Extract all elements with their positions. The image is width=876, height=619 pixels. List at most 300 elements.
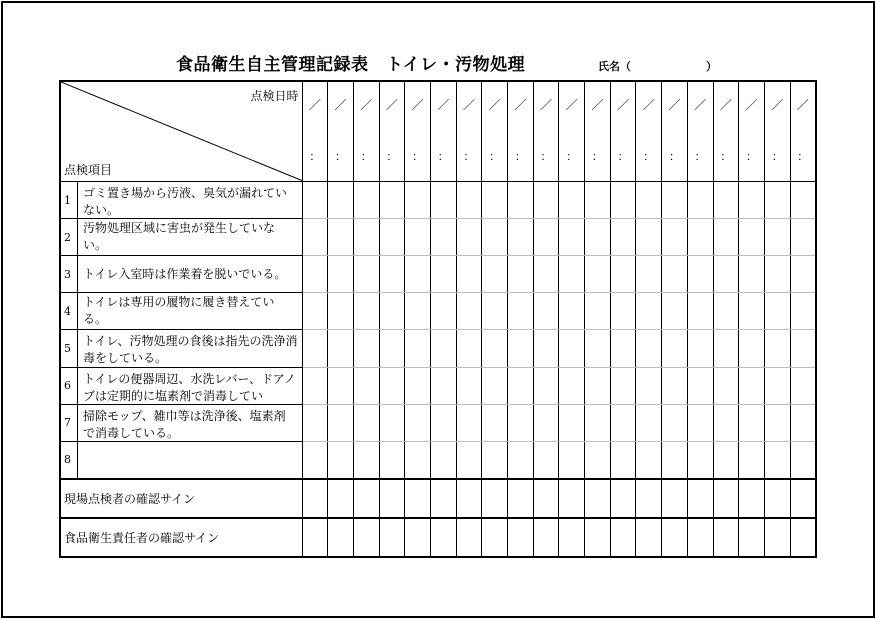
item-cell bbox=[60, 404, 302, 441]
sign-cell[interactable] bbox=[739, 479, 765, 518]
date-column-header[interactable] bbox=[353, 81, 379, 182]
check-cell[interactable] bbox=[533, 367, 559, 404]
item-number-divider bbox=[77, 368, 78, 404]
time-colon: ： bbox=[412, 150, 424, 163]
date-column-header[interactable] bbox=[739, 81, 765, 182]
sign-cell[interactable] bbox=[328, 518, 354, 557]
date-slash: ／ bbox=[745, 98, 758, 112]
date-column-header[interactable] bbox=[636, 81, 662, 182]
check-cell[interactable] bbox=[533, 256, 559, 293]
item-cell bbox=[60, 256, 302, 293]
date-column-header[interactable] bbox=[585, 81, 611, 182]
date-column-header[interactable] bbox=[687, 81, 713, 182]
check-cell[interactable] bbox=[662, 404, 688, 441]
check-cell[interactable] bbox=[328, 330, 354, 367]
check-cell[interactable] bbox=[636, 441, 662, 479]
check-cell[interactable] bbox=[482, 219, 508, 256]
check-cell[interactable] bbox=[508, 367, 534, 404]
time-colon: ： bbox=[386, 150, 398, 163]
item-number: 6 bbox=[64, 379, 71, 393]
check-cell[interactable] bbox=[328, 293, 354, 330]
date-column-header[interactable] bbox=[713, 81, 739, 182]
date-slash: ／ bbox=[771, 98, 784, 112]
sign-cell[interactable] bbox=[687, 479, 713, 518]
item-text bbox=[83, 442, 298, 478]
time-colon: ： bbox=[540, 150, 552, 163]
time-colon: ： bbox=[746, 150, 758, 163]
check-cell[interactable] bbox=[482, 256, 508, 293]
check-cell[interactable] bbox=[662, 330, 688, 367]
date-column-header[interactable] bbox=[379, 81, 405, 182]
check-cell[interactable] bbox=[585, 367, 611, 404]
time-colon: ： bbox=[463, 150, 475, 163]
date-column-header[interactable] bbox=[559, 81, 585, 182]
sign-cell[interactable] bbox=[739, 518, 765, 557]
item-text: 掃除モップ、雑巾等は洗浄後、塩素剤で消毒している。 bbox=[83, 408, 286, 440]
check-cell[interactable] bbox=[482, 330, 508, 367]
sign-cell[interactable] bbox=[456, 479, 482, 518]
item-number: 5 bbox=[64, 341, 71, 355]
check-cell[interactable] bbox=[790, 367, 816, 404]
check-cell[interactable] bbox=[636, 293, 662, 330]
sign-cell[interactable] bbox=[456, 518, 482, 557]
check-cell[interactable] bbox=[533, 330, 559, 367]
check-cell[interactable] bbox=[482, 367, 508, 404]
check-cell[interactable] bbox=[405, 219, 431, 256]
check-cell[interactable] bbox=[353, 330, 379, 367]
date-slash: ／ bbox=[694, 98, 707, 112]
check-cell[interactable] bbox=[636, 367, 662, 404]
check-cell[interactable] bbox=[739, 293, 765, 330]
check-cell[interactable] bbox=[533, 441, 559, 479]
sign-cell[interactable] bbox=[610, 518, 636, 557]
sign-cell[interactable] bbox=[533, 518, 559, 557]
check-cell[interactable] bbox=[610, 219, 636, 256]
check-cell[interactable] bbox=[328, 367, 354, 404]
date-slash: ／ bbox=[796, 98, 809, 112]
check-cell[interactable] bbox=[482, 404, 508, 441]
check-cell[interactable] bbox=[790, 219, 816, 256]
item-cell bbox=[60, 219, 302, 256]
check-cell[interactable] bbox=[585, 182, 611, 219]
check-cell[interactable] bbox=[456, 330, 482, 367]
check-cell[interactable] bbox=[610, 404, 636, 441]
check-cell[interactable] bbox=[508, 293, 534, 330]
check-cell[interactable] bbox=[790, 293, 816, 330]
record-table bbox=[59, 80, 817, 558]
check-cell[interactable] bbox=[430, 330, 456, 367]
check-cell[interactable] bbox=[687, 404, 713, 441]
check-cell[interactable] bbox=[610, 293, 636, 330]
check-cell[interactable] bbox=[585, 404, 611, 441]
time-colon: ： bbox=[668, 150, 680, 163]
sign-cell[interactable] bbox=[430, 479, 456, 518]
date-column-header[interactable] bbox=[610, 81, 636, 182]
sign-cell[interactable] bbox=[662, 479, 688, 518]
sign-cell[interactable] bbox=[636, 479, 662, 518]
check-cell[interactable] bbox=[636, 182, 662, 219]
check-cell[interactable] bbox=[764, 330, 790, 367]
time-colon: ： bbox=[489, 150, 501, 163]
check-cell[interactable] bbox=[302, 182, 328, 219]
date-column-header[interactable] bbox=[405, 81, 431, 182]
sign-cell[interactable] bbox=[508, 479, 534, 518]
check-cell[interactable] bbox=[353, 182, 379, 219]
check-cell[interactable] bbox=[636, 219, 662, 256]
check-cell[interactable] bbox=[662, 182, 688, 219]
check-cell[interactable] bbox=[405, 330, 431, 367]
check-cell[interactable] bbox=[379, 441, 405, 479]
check-cell[interactable] bbox=[662, 367, 688, 404]
check-cell[interactable] bbox=[533, 182, 559, 219]
check-cell[interactable] bbox=[379, 330, 405, 367]
sign-cell[interactable] bbox=[302, 479, 328, 518]
check-cell[interactable] bbox=[353, 256, 379, 293]
date-slash: ／ bbox=[462, 98, 475, 112]
sign-cell[interactable] bbox=[559, 518, 585, 557]
item-number-divider bbox=[77, 256, 78, 292]
check-cell[interactable] bbox=[456, 182, 482, 219]
sign-cell[interactable] bbox=[790, 479, 816, 518]
check-cell[interactable] bbox=[585, 293, 611, 330]
check-cell[interactable] bbox=[559, 404, 585, 441]
date-column-header[interactable] bbox=[533, 81, 559, 182]
check-cell[interactable] bbox=[585, 441, 611, 479]
item-text: トイレは専用の履物に履き替えている。 bbox=[83, 295, 275, 327]
check-cell[interactable] bbox=[764, 293, 790, 330]
check-cell[interactable] bbox=[713, 441, 739, 479]
check-cell[interactable] bbox=[508, 330, 534, 367]
date-column-header[interactable] bbox=[482, 81, 508, 182]
item-cell bbox=[60, 330, 302, 367]
check-cell[interactable] bbox=[790, 256, 816, 293]
check-cell[interactable] bbox=[764, 182, 790, 219]
header-corner-cell bbox=[60, 81, 302, 182]
check-cell[interactable] bbox=[636, 256, 662, 293]
check-cell[interactable] bbox=[508, 182, 534, 219]
check-cell[interactable] bbox=[379, 219, 405, 256]
date-label: 点検日時 bbox=[250, 89, 299, 103]
check-cell[interactable] bbox=[302, 441, 328, 479]
check-cell[interactable] bbox=[662, 219, 688, 256]
time-colon: ： bbox=[694, 150, 706, 163]
date-slash: ／ bbox=[334, 98, 347, 112]
check-cell[interactable] bbox=[482, 441, 508, 479]
sign-cell[interactable] bbox=[405, 479, 431, 518]
sign-cell[interactable] bbox=[482, 518, 508, 557]
sign-cell[interactable] bbox=[430, 518, 456, 557]
check-cell[interactable] bbox=[559, 330, 585, 367]
check-cell[interactable] bbox=[739, 256, 765, 293]
check-cell[interactable] bbox=[662, 441, 688, 479]
item-cell bbox=[60, 441, 302, 479]
date-column-header[interactable] bbox=[790, 81, 816, 182]
check-cell[interactable] bbox=[559, 441, 585, 479]
sign-cell[interactable] bbox=[328, 479, 354, 518]
check-cell[interactable] bbox=[456, 293, 482, 330]
sign-cell[interactable] bbox=[482, 479, 508, 518]
sign-cell[interactable] bbox=[585, 518, 611, 557]
check-cell[interactable] bbox=[379, 367, 405, 404]
check-cell[interactable] bbox=[687, 219, 713, 256]
check-cell[interactable] bbox=[713, 404, 739, 441]
item-label: 点検項目 bbox=[64, 163, 113, 178]
check-cell[interactable] bbox=[379, 182, 405, 219]
check-cell[interactable] bbox=[764, 367, 790, 404]
check-cell[interactable] bbox=[302, 404, 328, 441]
time-colon: ： bbox=[617, 150, 629, 163]
sign-label: 現場点検者の確認サイン bbox=[64, 491, 196, 506]
check-cell[interactable] bbox=[610, 182, 636, 219]
check-cell[interactable] bbox=[353, 404, 379, 441]
check-cell[interactable] bbox=[790, 182, 816, 219]
check-cell[interactable] bbox=[353, 441, 379, 479]
check-cell[interactable] bbox=[508, 219, 534, 256]
check-cell[interactable] bbox=[739, 367, 765, 404]
check-cell[interactable] bbox=[302, 330, 328, 367]
date-slash: ／ bbox=[308, 98, 321, 112]
check-cell[interactable] bbox=[764, 404, 790, 441]
check-cell[interactable] bbox=[302, 367, 328, 404]
check-cell[interactable] bbox=[687, 367, 713, 404]
item-number: 4 bbox=[64, 304, 71, 318]
check-cell[interactable] bbox=[662, 293, 688, 330]
check-cell[interactable] bbox=[508, 256, 534, 293]
date-slash: ／ bbox=[385, 98, 398, 112]
check-cell[interactable] bbox=[430, 404, 456, 441]
check-cell[interactable] bbox=[790, 404, 816, 441]
check-cell[interactable] bbox=[713, 367, 739, 404]
date-column-header[interactable] bbox=[328, 81, 354, 182]
sign-cell[interactable] bbox=[353, 479, 379, 518]
check-cell[interactable] bbox=[636, 404, 662, 441]
check-cell[interactable] bbox=[405, 404, 431, 441]
time-colon: ： bbox=[437, 150, 449, 163]
time-colon: ： bbox=[514, 150, 526, 163]
item-row bbox=[60, 182, 816, 219]
header-row bbox=[60, 81, 816, 182]
check-cell[interactable] bbox=[713, 182, 739, 219]
date-column-header[interactable] bbox=[430, 81, 456, 182]
date-slash: ／ bbox=[411, 98, 424, 112]
check-cell[interactable] bbox=[508, 441, 534, 479]
page-title: 食品衛生自主管理記録表 トイレ・汚物処理 bbox=[176, 55, 526, 75]
time-colon: ： bbox=[591, 150, 603, 163]
item-text: トイレ、汚物処理の食後は指先の洗浄消毒をしている。 bbox=[83, 334, 298, 366]
item-number-divider bbox=[77, 182, 78, 218]
check-cell[interactable] bbox=[739, 404, 765, 441]
name-input-space[interactable] bbox=[636, 60, 704, 74]
date-slash: ／ bbox=[642, 98, 655, 112]
date-slash: ／ bbox=[437, 98, 450, 112]
check-cell[interactable] bbox=[328, 441, 354, 479]
item-row bbox=[60, 367, 816, 404]
check-cell[interactable] bbox=[739, 182, 765, 219]
check-cell[interactable] bbox=[405, 182, 431, 219]
check-cell[interactable] bbox=[713, 293, 739, 330]
sign-label-cell bbox=[60, 518, 302, 557]
check-cell[interactable] bbox=[687, 293, 713, 330]
check-cell[interactable] bbox=[456, 441, 482, 479]
date-slash: ／ bbox=[617, 98, 630, 112]
check-cell[interactable] bbox=[533, 404, 559, 441]
check-cell[interactable] bbox=[687, 256, 713, 293]
check-cell[interactable] bbox=[379, 256, 405, 293]
sign-cell[interactable] bbox=[662, 518, 688, 557]
check-cell[interactable] bbox=[533, 293, 559, 330]
sign-cell[interactable] bbox=[379, 518, 405, 557]
sign-cell[interactable] bbox=[687, 518, 713, 557]
check-cell[interactable] bbox=[533, 219, 559, 256]
check-cell[interactable] bbox=[456, 219, 482, 256]
check-cell[interactable] bbox=[508, 404, 534, 441]
date-column-header[interactable] bbox=[662, 81, 688, 182]
name-field bbox=[598, 60, 717, 74]
time-colon: ： bbox=[309, 150, 321, 163]
check-cell[interactable] bbox=[353, 293, 379, 330]
time-colon: ： bbox=[566, 150, 578, 163]
check-cell[interactable] bbox=[405, 441, 431, 479]
time-colon: ： bbox=[643, 150, 655, 163]
check-cell[interactable] bbox=[713, 256, 739, 293]
check-cell[interactable] bbox=[430, 182, 456, 219]
sign-cell[interactable] bbox=[302, 518, 328, 557]
check-cell[interactable] bbox=[302, 219, 328, 256]
check-cell[interactable] bbox=[482, 182, 508, 219]
item-number-divider bbox=[77, 442, 78, 478]
sign-cell[interactable] bbox=[610, 479, 636, 518]
check-cell[interactable] bbox=[430, 219, 456, 256]
item-number: 1 bbox=[64, 193, 71, 207]
check-cell[interactable] bbox=[482, 293, 508, 330]
time-colon: ： bbox=[335, 150, 347, 163]
check-cell[interactable] bbox=[456, 367, 482, 404]
item-text: 汚物処理区域に害虫が発生していない。 bbox=[83, 221, 276, 253]
sign-cell[interactable] bbox=[559, 479, 585, 518]
check-cell[interactable] bbox=[430, 256, 456, 293]
check-cell[interactable] bbox=[636, 330, 662, 367]
check-cell[interactable] bbox=[328, 182, 354, 219]
check-cell[interactable] bbox=[559, 293, 585, 330]
item-number: 3 bbox=[64, 267, 71, 281]
sign-cell[interactable] bbox=[713, 518, 739, 557]
check-cell[interactable] bbox=[559, 367, 585, 404]
check-cell[interactable] bbox=[610, 256, 636, 293]
item-row bbox=[60, 404, 816, 441]
check-cell[interactable] bbox=[764, 256, 790, 293]
check-cell[interactable] bbox=[585, 219, 611, 256]
item-cell bbox=[60, 367, 302, 404]
check-cell[interactable] bbox=[456, 256, 482, 293]
item-cell bbox=[60, 293, 302, 330]
date-slash: ／ bbox=[540, 98, 553, 112]
time-colon: ： bbox=[720, 150, 732, 163]
sign-cell[interactable] bbox=[764, 518, 790, 557]
check-cell[interactable] bbox=[302, 293, 328, 330]
check-cell[interactable] bbox=[764, 219, 790, 256]
sign-cell[interactable] bbox=[379, 479, 405, 518]
check-cell[interactable] bbox=[559, 182, 585, 219]
check-cell[interactable] bbox=[610, 367, 636, 404]
sign-cell[interactable] bbox=[353, 518, 379, 557]
check-cell[interactable] bbox=[739, 219, 765, 256]
item-number-divider bbox=[77, 293, 78, 329]
sign-cell[interactable] bbox=[636, 518, 662, 557]
date-slash: ／ bbox=[488, 98, 501, 112]
check-cell[interactable] bbox=[610, 441, 636, 479]
check-cell[interactable] bbox=[302, 256, 328, 293]
check-cell[interactable] bbox=[687, 182, 713, 219]
check-cell[interactable] bbox=[430, 367, 456, 404]
sign-row bbox=[60, 518, 816, 557]
check-cell[interactable] bbox=[379, 293, 405, 330]
check-cell[interactable] bbox=[405, 256, 431, 293]
check-cell[interactable] bbox=[764, 441, 790, 479]
item-number-divider bbox=[77, 330, 78, 366]
check-cell[interactable] bbox=[713, 219, 739, 256]
check-cell[interactable] bbox=[687, 441, 713, 479]
sign-cell[interactable] bbox=[533, 479, 559, 518]
sign-cell[interactable] bbox=[405, 518, 431, 557]
date-slash: ／ bbox=[591, 98, 604, 112]
item-number: 7 bbox=[64, 416, 71, 430]
sign-label: 食品衛生責任者の確認サイン bbox=[64, 530, 220, 545]
check-cell[interactable] bbox=[353, 367, 379, 404]
check-cell[interactable] bbox=[405, 367, 431, 404]
check-cell[interactable] bbox=[328, 219, 354, 256]
sign-cell[interactable] bbox=[713, 479, 739, 518]
check-cell[interactable] bbox=[405, 293, 431, 330]
item-row bbox=[60, 256, 816, 293]
check-cell[interactable] bbox=[559, 219, 585, 256]
check-cell[interactable] bbox=[790, 441, 816, 479]
item-text: ゴミ置き場から汚液、臭気が漏れていない。 bbox=[83, 186, 288, 218]
check-cell[interactable] bbox=[430, 293, 456, 330]
check-cell[interactable] bbox=[739, 330, 765, 367]
check-cell[interactable] bbox=[585, 256, 611, 293]
date-column-header[interactable] bbox=[764, 81, 790, 182]
check-cell[interactable] bbox=[713, 330, 739, 367]
check-cell[interactable] bbox=[559, 256, 585, 293]
check-cell[interactable] bbox=[379, 404, 405, 441]
check-cell[interactable] bbox=[739, 441, 765, 479]
sign-cell[interactable] bbox=[585, 479, 611, 518]
check-cell[interactable] bbox=[790, 330, 816, 367]
check-cell[interactable] bbox=[430, 441, 456, 479]
check-cell[interactable] bbox=[328, 256, 354, 293]
check-cell[interactable] bbox=[610, 330, 636, 367]
sign-cell[interactable] bbox=[508, 518, 534, 557]
check-cell[interactable] bbox=[687, 330, 713, 367]
date-column-header[interactable] bbox=[456, 81, 482, 182]
sign-cell[interactable] bbox=[790, 518, 816, 557]
check-cell[interactable] bbox=[662, 256, 688, 293]
time-colon: ： bbox=[360, 150, 372, 163]
date-column-header[interactable] bbox=[302, 81, 328, 182]
item-number-divider bbox=[77, 219, 78, 255]
sign-label-cell bbox=[60, 479, 302, 518]
sign-cell[interactable] bbox=[764, 479, 790, 518]
item-number-divider bbox=[77, 405, 78, 441]
check-cell[interactable] bbox=[328, 404, 354, 441]
item-row bbox=[60, 441, 816, 479]
item-number: 2 bbox=[64, 230, 71, 244]
check-cell[interactable] bbox=[353, 219, 379, 256]
name-label: 氏名（ bbox=[598, 60, 631, 73]
check-cell[interactable] bbox=[585, 330, 611, 367]
check-cell[interactable] bbox=[456, 404, 482, 441]
date-column-header[interactable] bbox=[508, 81, 534, 182]
